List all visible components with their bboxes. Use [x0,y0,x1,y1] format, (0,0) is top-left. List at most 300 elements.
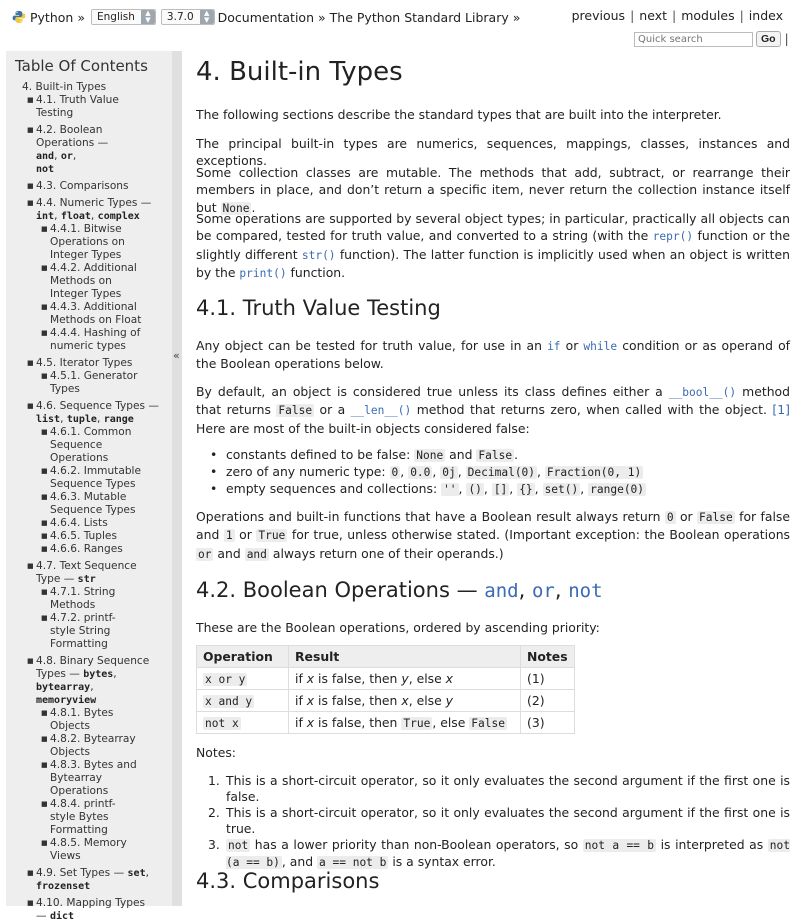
toc-item-line: 4.8.3. Bytes and [50,759,137,771]
toc-item-line: and, or, [36,150,77,162]
bullet-icon: ■ [41,493,48,501]
bullet-icon: ■ [41,264,48,272]
table-cell [197,712,289,734]
toc-item-line: 4.7.2. printf- [50,612,116,624]
bullet-icon: ■ [41,614,48,622]
note-item [196,837,790,871]
notes-label: Notes: [196,745,236,760]
text: Any object can be tested for truth value, for use in an [196,338,548,353]
text: 4.2. Boolean Operations — [196,578,485,602]
intro-paragraph: The following sections describe the standard types that are built into the interpreter. [196,107,722,122]
code-link: __len__() [350,404,412,418]
bullet-icon: ■ [27,402,34,410]
toc-item-line: 4.3. Comparisons [36,180,129,192]
text: , [534,481,543,496]
code-literal: 0j [442,466,456,479]
text: and [445,447,477,462]
text: , else [408,671,446,686]
table-cell [289,712,521,734]
toc-item[interactable] [27,197,172,223]
toc-item-line: 4.6.5. Tuples [50,530,117,542]
toc-item-line: Sequence Types [50,504,136,516]
code-token: tuple [66,414,97,425]
toc-item-line: Objects [50,746,91,758]
code-literal: () [468,483,482,496]
toc-item-line [36,880,172,893]
bullet-icon: ■ [41,735,48,743]
toc-item[interactable] [41,262,172,301]
code-literal: 0 [666,511,674,524]
text: . [251,199,256,215]
section-heading-truth: 4.1. Truth Value Testing [196,296,441,320]
toc-item-line: 4.5. Iterator Types [36,357,133,369]
toc-item[interactable] [41,798,172,837]
principal-types-paragraph: The principal built-in types are numerics, sequences, mappings, classes, instances and exceptions. [196,136,790,169]
bullet-icon: ■ [27,182,34,190]
code-literal: Decimal(0) [467,466,536,479]
toc-item[interactable] [41,759,172,798]
code-literal: Fraction(0, 1) [546,466,642,479]
section-heading-comparisons: 4.3. Comparisons [196,869,380,893]
toc-item-line: 4.10. Mapping Types [36,897,146,909]
code-link: __bool__() [668,386,737,399]
bullet-icon: ■ [41,329,48,337]
nav-index-link[interactable]: index [748,8,783,23]
text: Here are most of the built-in objects considered false: [196,420,530,436]
search-input[interactable] [634,32,753,47]
toc-item-line: Objects [50,720,91,732]
bullet-icon: ■ [41,532,48,540]
code-literal: not (a == b) [226,839,790,869]
toc-item[interactable] [41,586,172,612]
breadcrumb-separator: » [318,9,326,25]
toc-item-line: Operations [50,785,109,797]
breadcrumb-documentation-link[interactable]: Documentation [217,9,315,25]
toc-item-line: Methods on Float [50,314,142,326]
breadcrumb-stdlib-link[interactable]: The Python Standard Library [329,9,509,25]
toc-item-line: Operations — [36,137,109,149]
text: if [295,715,307,730]
false-objects-list [196,447,646,498]
sidebar [6,51,178,922]
bullet-icon: ■ [41,709,48,717]
bullet-icon: ■ [41,428,48,436]
and-link[interactable] [484,578,518,602]
column-header: Result [289,646,521,668]
code-token: set [127,868,146,879]
table-cell: (1) [521,668,575,690]
bool-link[interactable] [669,384,736,399]
toc-item[interactable] [27,867,172,893]
toc-item-line: 4.4. Numeric Types — [36,197,152,209]
var: x [401,693,409,708]
code-literal: a == not b [319,856,387,869]
text: , [509,481,518,496]
code-literal: None [222,201,250,215]
text: if [295,693,307,708]
toc-item-line: Type — str [36,573,96,585]
toc-item[interactable] [41,733,172,759]
code-literal: 1 [225,529,233,543]
toc-item[interactable] [41,301,172,327]
nav-next-link[interactable]: next [639,8,667,23]
or-link[interactable] [532,578,555,602]
toc-item-line: 4.6.2. Immutable [50,465,141,477]
bullet-icon: ■ [27,126,34,134]
toc-item-line: 4.8.2. Bytearray [50,733,136,745]
text: This is a short-circuit operator, so it only evaluates the second argument if the first one is false. [226,773,790,804]
bullet-icon: ■ [27,899,34,907]
table-cell [289,668,521,690]
toc-item-line: Formatting [50,824,108,836]
toc-item[interactable] [27,357,172,370]
text: constants defined to be false: [226,447,415,462]
toc-title: Table Of Contents [15,57,148,75]
text: , [554,578,569,602]
bullet-icon: ■ [41,761,48,769]
code-link: not [568,580,603,602]
var: y [401,671,409,686]
text: or [675,509,698,524]
toc-item[interactable] [27,94,172,120]
text: is false, then [314,671,402,686]
text: , [400,464,409,479]
code-literal: 0.0 [410,466,431,479]
code-token: bytes [83,669,114,680]
note-number: 3. [208,837,220,852]
toc-item-line: — dict [36,910,75,922]
text: empty sequences and collections: [226,481,442,496]
toc-item[interactable] [27,180,172,193]
page-title: 4. Built-in Types [196,57,403,87]
toc-item-line: 4.7. Text Sequence [36,560,137,572]
var: x [445,671,454,686]
len-link[interactable] [351,402,412,417]
boolean-operations-table [196,645,575,734]
toc-item-line: Methods on [50,275,112,287]
toc-item-line: Methods [50,599,96,611]
toc-item-line: Testing [36,107,74,119]
code-token: bytearray [36,682,91,693]
toc-item-line: 4.8.5. Memory [50,837,127,849]
section-heading-boolean [196,578,603,602]
while-link[interactable] [583,338,617,353]
code-literal: or [198,547,212,561]
python-logo-icon [12,10,26,24]
repr-link[interactable] [653,228,693,243]
toc-item-line: 4.8.1. Bytes [50,707,114,719]
search-separator: | [784,32,789,46]
code-literal: not [228,839,249,852]
text: is a syntax error. [388,854,496,869]
toc-item-line: Bytearray [50,772,102,784]
code-literal: False [278,404,313,418]
toc-item[interactable] [41,491,172,517]
code-token: str [77,574,96,585]
table-header-row [197,646,575,668]
list-item [196,447,646,464]
table-row [197,712,575,734]
toc-item-line: int, float, complex [36,210,140,222]
nav-modules-link[interactable]: modules [681,8,735,23]
go-button[interactable]: Go [756,31,781,47]
table-row [197,668,575,690]
code-literal: and [246,547,267,561]
code-link: str() [301,248,336,262]
text: Operations and built-in functions that have a Boolean result always return [196,509,665,524]
text: for false and [196,509,790,543]
toc-item-line: list, tuple, range [36,413,134,425]
toc-item-line: Operations [50,452,109,464]
bullet-icon: ■ [27,869,34,877]
var: x [306,693,315,708]
text: Some operations are supported by several object types; in particular, practically all objects can be compared, tested for truth value, and converted to a string (with the [196,211,790,244]
toc-item-line: Formatting [50,638,108,650]
toc-item-line: 4.6.4. Lists [50,517,108,529]
column-header: Operation [197,646,289,668]
toc-item-line: style Bytes [50,811,109,823]
text: method that returns zero, when called with the object. [411,402,773,418]
toc-item-line: Types [50,383,80,395]
toc-item-line: 4.4.2. Additional [50,262,137,274]
toc-item[interactable] [41,517,172,530]
code-literal: False [471,717,505,730]
toc-item-line: 4.8. Binary Sequence [36,655,150,667]
text: By default, an object is considered true unless its class defines either a [196,384,669,399]
toc-item[interactable] [41,837,172,863]
toc-item-line: Sequence Types [50,478,136,490]
text: , [580,481,589,496]
search-form [634,31,789,47]
toc-item-line [36,163,172,176]
code-token: list [36,414,61,425]
note-item [196,805,790,837]
empty-collection-codes [441,481,646,496]
toc-item[interactable] [27,400,172,426]
text: , else [432,715,470,730]
code-link: repr() [652,230,694,244]
language-select[interactable] [91,9,156,25]
code-literal: False [478,449,513,462]
var: x [306,715,315,730]
toc-item[interactable] [41,327,172,353]
text: , [518,578,532,602]
table-cell [197,668,289,690]
text: This is a short-circuit operator, so it only evaluates the second argument if the first one is true. [226,805,790,836]
text: , [458,481,467,496]
toc-item-line [36,694,172,707]
bullet-icon: ■ [27,562,34,570]
note-item [196,773,790,805]
toc-item-line: Integer Types [50,249,122,261]
if-link[interactable] [547,338,560,353]
boolean-ops-intro: These are the Boolean operations, ordered by ascending priority: [196,620,600,635]
text: , [537,464,545,479]
toc-item-line: 4.5.1. Generator [50,370,138,382]
list-item [196,464,646,481]
code-token: int [36,211,55,222]
bullet-icon: ■ [27,199,34,207]
code-link: if [547,340,561,353]
related-nav [572,8,783,23]
code-token: range [103,414,134,425]
bullet-icon: ■ [41,303,48,311]
bullet-icon: ■ [27,657,34,665]
code-token: memoryview [36,695,97,706]
select-arrows-icon: ▲ ▼ [200,10,214,24]
text: or [234,527,257,543]
language-select-value: English [97,11,135,23]
var: y [445,693,454,708]
text: or [560,338,584,353]
text: , and [281,854,318,869]
notes-list [196,773,790,871]
toc-item[interactable] [27,124,172,176]
toc-item[interactable] [27,655,172,707]
text: . [514,447,519,462]
code-literal: set() [544,483,579,496]
bullet-icon: ■ [41,225,48,233]
toc-root-link[interactable]: 4. Built-in Types [22,81,107,93]
toc-item-line: Operations on [50,236,125,248]
text: function). The latter function is implicitly used when an object is written by the [196,246,790,281]
code-literal: None [416,449,444,462]
toc-item-line: 4.2. Boolean [36,124,103,136]
version-select[interactable] [161,9,215,25]
toc-item[interactable] [41,465,172,491]
text: condition or as operand of the Boolean operations below. [196,338,791,372]
list-item [196,481,646,498]
table-row [197,690,575,712]
nav-separator: | [739,8,744,23]
truth-paragraph [196,337,790,373]
toc-item[interactable] [41,426,172,465]
toc-item-line: 4.4.1. Bitwise [50,223,122,235]
toc-item-line: bytearray, [36,681,94,693]
code-token: complex [97,211,140,222]
toc-item[interactable] [41,370,172,396]
toc-item[interactable] [27,560,172,586]
code-token: not [36,164,55,175]
code-token: and [36,151,55,162]
text: , [432,464,441,479]
text: function. [286,265,346,281]
toc-item-line: 4.7.1. String [50,586,116,598]
nav-separator: | [672,8,677,23]
toc-item-line: 4.6. Sequence Types — [36,400,160,412]
nav-separator: | [630,8,635,23]
code-token: or [60,151,73,162]
code-literal: 0 [391,466,399,479]
str-link[interactable] [302,247,336,262]
code-literal: not a == b [584,839,655,852]
code-literal: not x [205,717,239,730]
breadcrumb-python-link[interactable]: Python [30,9,74,25]
code-literal: '' [443,483,457,496]
bullet-icon: ■ [41,372,48,380]
text: is interpreted as [656,837,768,852]
table-cell: (2) [521,690,575,712]
bullet-icon: ■ [27,96,34,104]
code-link: or [531,580,555,602]
toc-item[interactable] [41,707,172,733]
code-token: frozenset [36,881,91,892]
toc-item-line: Types — bytes, [36,668,117,680]
code-literal: False [699,511,733,524]
toc-item[interactable] [41,530,172,543]
toc-item[interactable] [27,897,172,923]
toc-item[interactable] [41,612,172,651]
bullet-icon: ■ [41,800,48,808]
code-token: dict [49,911,75,922]
not-link[interactable] [568,578,602,602]
text: method that returns [196,384,790,418]
collapse-icon: « [173,349,180,362]
print-link[interactable] [239,265,286,280]
toc-item-line: Sequence [50,439,103,451]
code-token: float [60,211,91,222]
code-link: and [484,580,519,602]
operations-paragraph [196,210,790,283]
text: zero of any numeric type: [226,464,390,479]
sidebar-collapse-button[interactable] [172,51,182,906]
toc-item-line: 4.4.4. Hashing of [50,327,141,339]
code-literal: x or y [205,673,246,686]
toc-item-line: style String [50,625,111,637]
nav-previous-link[interactable]: previous [571,8,626,23]
bullet-icon: ■ [27,359,34,367]
toc-item-line: 4.6.6. Ranges [50,543,123,555]
table-cell: (3) [521,712,575,734]
toc-item-line: 4.4.3. Additional [50,301,137,313]
code-link: while [583,340,618,353]
footnote-link[interactable]: [1] [772,402,790,418]
boolean-result-paragraph [196,508,790,563]
breadcrumb [12,7,524,27]
toc-item-line: numeric types [50,340,126,352]
text: , [483,481,492,496]
version-select-value: 3.7.0 [166,11,194,23]
code-literal: x and y [205,695,253,708]
text: has a lower priority than non-Boolean operators, so [250,837,583,852]
toc-item-line: 4.1. Truth Value [36,94,119,106]
bullet-icon: ■ [41,839,48,847]
toc-item[interactable] [41,223,172,262]
text: is false, then [314,693,402,708]
bullet-icon: ■ [41,467,48,475]
toc-item-line: 4.6.1. Common [50,426,132,438]
code-link: print() [239,267,287,281]
note-number: 1. [208,773,220,788]
text: , [457,464,466,479]
var: x [306,671,315,686]
toc-item[interactable] [41,543,172,556]
code-literal: {} [519,483,533,496]
toc-item-line: 4.6.3. Mutable [50,491,127,503]
breadcrumb-separator: » [77,9,85,25]
default-truth-paragraph [196,383,790,437]
breadcrumb-separator: » [512,9,521,25]
text: and [213,545,245,561]
text: function or the slightly different [196,228,790,262]
toc-item-line: Integer Types [50,288,122,300]
select-arrows-icon: ▲ ▼ [141,10,155,24]
text: is false, then [314,715,402,730]
table-cell [197,690,289,712]
code-literal: True [258,529,286,543]
bullet-icon: ■ [41,588,48,596]
toc-item-line: 4.8.4. printf- [50,798,116,810]
